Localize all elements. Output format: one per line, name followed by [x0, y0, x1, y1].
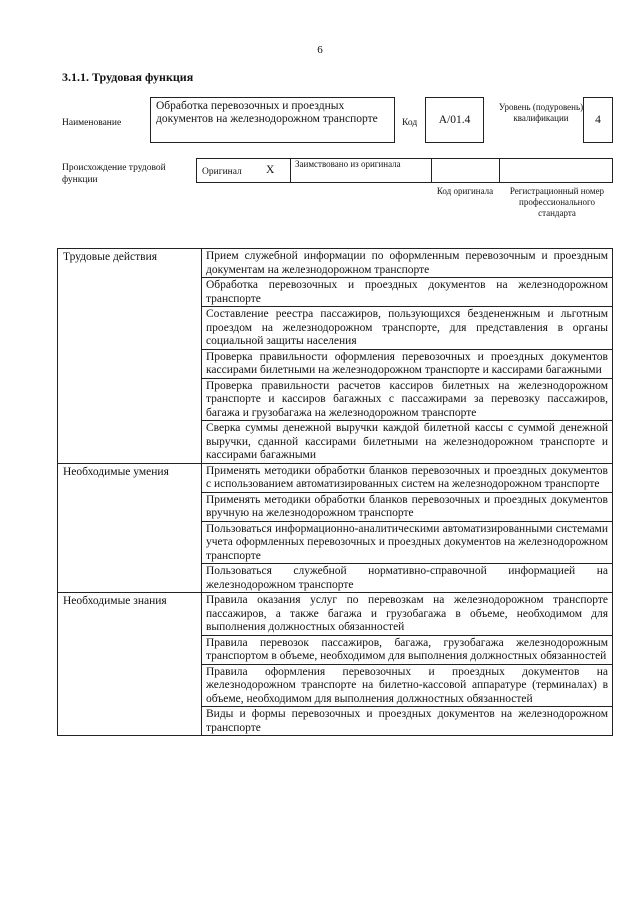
- code-value: А/01.4: [438, 114, 471, 126]
- level-value-box: [583, 97, 613, 143]
- origin-divider-1: [290, 158, 291, 183]
- item-cell: Правила оказания услуг по перевозкам на железнодорожном транспорте пассажиров, а также багажа и грузобагажа в объеме, необходимом для выполнения должностных обязанностей: [202, 593, 613, 636]
- item-cell: Правила перевозок пассажиров, багажа, грузобагажа железнодорожным транспортом в объеме, необходимом для выполнения должностных обязанностей: [202, 635, 613, 664]
- origin-divider-3: [499, 158, 500, 183]
- item-cell: Правила оформления перевозочных и проездных документов на железнодорожном транспорте на билетно-кассовой аппаратуре (терминалах) в объеме, необходимом для выполнения должностных обязанностей: [202, 664, 613, 707]
- item-cell: Пользоваться служебной нормативно-справочной информацией на железнодорожном транспорте: [202, 564, 613, 593]
- table-row: [58, 593, 613, 636]
- reg-number-caption: Регистрационный номер профессионального стандарта: [509, 186, 605, 218]
- item-cell: Сверка суммы денежной выручки каждой билетной кассы с суммой денежной выручки, сданной кассирами билетными на железнодорожном транспорте и кассирами багажными: [202, 421, 613, 464]
- name-value-box: [150, 97, 395, 143]
- category-cell: Необходимые умения: [58, 463, 202, 593]
- item-cell: Применять методики обработки бланков перевозочных и проездных документов с использованием автоматизированных систем на железнодорожном транспорте: [202, 463, 613, 492]
- section-title: 3.1.1. Трудовая функция: [62, 70, 194, 84]
- category-cell: Трудовые действия: [58, 249, 202, 464]
- item-cell: Прием служебной информации по оформленным перевозочным и проездным документам на железнодорожном транспорте: [202, 249, 613, 278]
- original-mark: Х: [266, 164, 275, 176]
- name-label: Наименование: [62, 118, 122, 128]
- item-cell: Проверка правильности расчетов кассиров билетных на железнодорожном транспорте и кассиров багажных с пассажирами за перевозку пассажиров, багажа и грузобагажа на железнодорожном транспорте: [202, 378, 613, 421]
- name-value: Обработка перевозочных и проездных документов на железнодорожном транспорте: [156, 100, 378, 125]
- code-value-box: [425, 97, 484, 143]
- item-cell: Обработка перевозочных и проездных документов на железнодорожном транспорте: [202, 278, 613, 307]
- item-cell: Проверка правильности оформления перевозочных и проездных документов кассирами билетными на железнодорожном транспорте и кассирами багажными: [202, 349, 613, 378]
- code-label: Код: [402, 118, 418, 128]
- page-number: 6: [317, 44, 323, 56]
- item-cell: Составление реестра пассажиров, пользующихся бездененжным и льготным проездом на железнодорожном транспорте, для представления в органы социальной защиты населения: [202, 307, 613, 350]
- origin-divider-2: [431, 158, 432, 183]
- item-cell: Применять методики обработки бланков перевозочных и проездных документов вручную на железнодорожном транспорте: [202, 492, 613, 521]
- original-label: Оригинал: [202, 167, 242, 177]
- borrowed-label: Заимствовано из оригинала: [295, 159, 401, 169]
- table-row: [58, 249, 613, 278]
- table-row: [58, 463, 613, 492]
- item-cell: Пользоваться информационно-аналитическими автоматизированными системами учета оформленных перевозочных и проездных документов на железнодорожном транспорте: [202, 521, 613, 564]
- level-label: Уровень (подуровень) квалификации: [498, 102, 584, 123]
- labor-function-table: [57, 248, 613, 736]
- item-cell: Виды и формы перевозочных и проездных документов на железнодорожном транспорте: [202, 707, 613, 736]
- code-original-caption: Код оригинала: [436, 186, 494, 196]
- level-value: 4: [595, 114, 601, 126]
- category-cell: Необходимые знания: [58, 593, 202, 736]
- origin-label: Происхождение трудовой функции: [62, 163, 166, 185]
